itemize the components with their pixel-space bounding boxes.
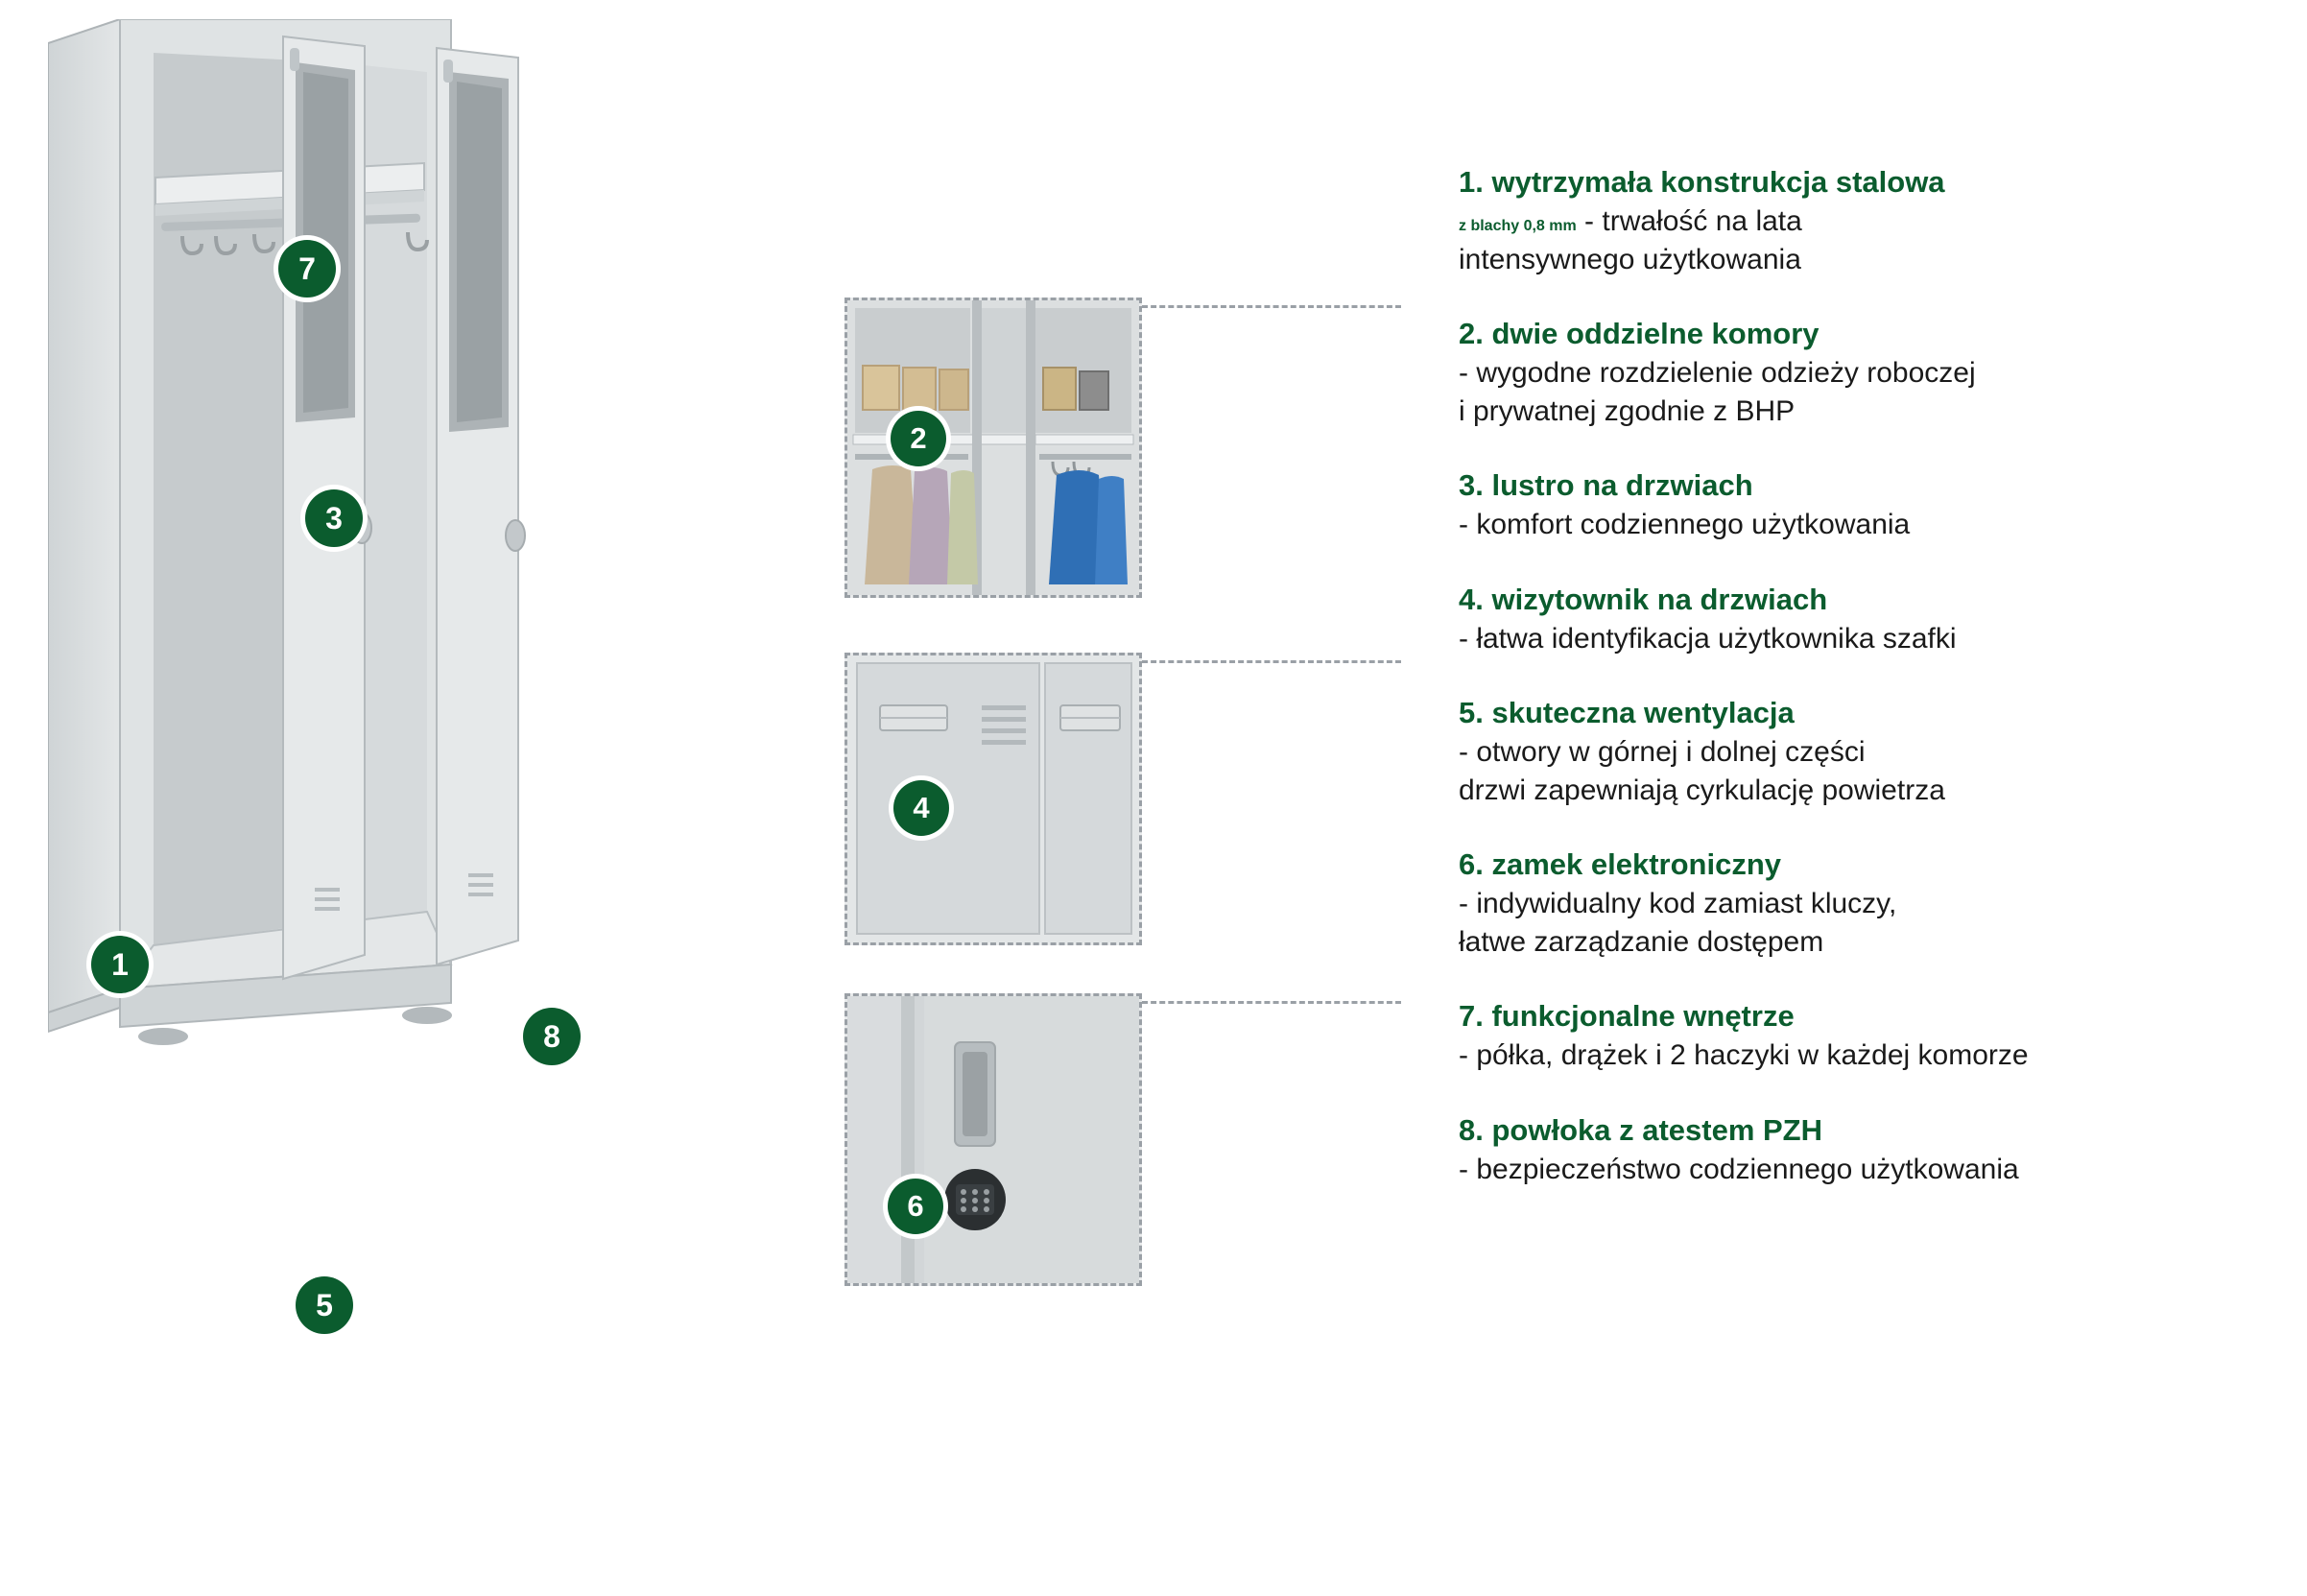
- feature-5-head-line1: 5. skuteczna wentylacja: [1459, 696, 1795, 730]
- feature-4-head-line1: 4. wizytownik na drzwiach: [1459, 582, 1828, 616]
- feature-3-body-inline: - komfort codziennego użytkowania: [1459, 509, 1911, 541]
- feature-2-head-line1: 2. dwie oddzielne komory: [1459, 317, 1819, 351]
- feature-item-8: [1459, 1111, 2226, 1189]
- feature-item-3: [1459, 466, 2226, 544]
- electronic-lock-svg: [847, 996, 1139, 1283]
- feature-6-body-inline: - indywidualny kod zamiast kluczy,: [1459, 888, 1897, 920]
- feature-1-head-line1: 1. wytrzymała konstrukcja stalowa: [1459, 165, 1945, 199]
- hero-badge-3[interactable]: 3: [305, 489, 363, 547]
- thumbnail-badge-6[interactable]: 6: [888, 1179, 943, 1234]
- feature-8-body-inline: - bezpieczeństwo codziennego użytkowania: [1459, 1153, 2019, 1185]
- leader-line-4: [1142, 660, 1401, 663]
- feature-1-body-line2: intensywnego użytkowania: [1459, 243, 1801, 275]
- feature-7-body-inline: - półka, drążek i 2 haczyki w każdej komorze: [1459, 1039, 2029, 1072]
- feature-item-7: [1459, 997, 2226, 1075]
- feature-1-body-inline: - trwałość na lata: [1576, 204, 1802, 237]
- feature-4-body-inline: - łatwa identyfikacja użytkownika szafki: [1459, 622, 1957, 655]
- hero-badge-1[interactable]: 1: [91, 936, 149, 993]
- feature-item-2: [1459, 315, 2226, 430]
- name-card-holder-svg: [847, 655, 1139, 942]
- feature-item-4: [1459, 581, 2226, 658]
- leader-line-2: [1142, 305, 1401, 308]
- feature-item-1: [1459, 163, 2226, 278]
- thumbnail-electronic-lock[interactable]: [844, 993, 1142, 1286]
- hero-badge-7[interactable]: 7: [278, 240, 336, 298]
- hero-badge-8[interactable]: 8: [523, 1008, 581, 1065]
- feature-6-body-line2: łatwe zarządzanie dostępem: [1459, 925, 1824, 958]
- feature-2-body-inline: - wygodne rozdzielenie odzieży roboczej: [1459, 357, 1976, 389]
- thumbnail-badge-2[interactable]: 2: [891, 411, 946, 466]
- locker-svg: [48, 19, 844, 1555]
- thumbnail-name-card-holder[interactable]: [844, 653, 1142, 945]
- feature-6-head-line1: 6. zamek elektroniczny: [1459, 847, 1781, 882]
- hero-badge-5[interactable]: 5: [296, 1276, 353, 1334]
- feature-list: [1459, 163, 2226, 1225]
- two-compartments-svg: [847, 300, 1139, 595]
- feature-5-body-line2: drzwi zapewniają cyrkulację powietrza: [1459, 774, 1945, 806]
- thumbnail-badge-4[interactable]: 4: [893, 780, 949, 836]
- feature-1-head-line2: z blachy 0,8 mm: [1459, 217, 1577, 234]
- feature-7-head-line1: 7. funkcjonalne wnętrze: [1459, 999, 1795, 1034]
- locker-main-illustration: [48, 19, 844, 1555]
- feature-8-head-line1: 8. powłoka z atestem PZH: [1459, 1112, 1822, 1147]
- feature-3-head-line1: 3. lustro na drzwiach: [1459, 468, 1753, 503]
- leader-line-6: [1142, 1001, 1401, 1004]
- feature-item-5: [1459, 694, 2226, 809]
- feature-item-6: [1459, 846, 2226, 961]
- thumbnail-two-compartments[interactable]: [844, 298, 1142, 598]
- feature-2-body-line2: i prywatnej zgodnie z BHP: [1459, 394, 1796, 427]
- feature-5-body-inline: - otwory w górnej i dolnej części: [1459, 736, 1866, 769]
